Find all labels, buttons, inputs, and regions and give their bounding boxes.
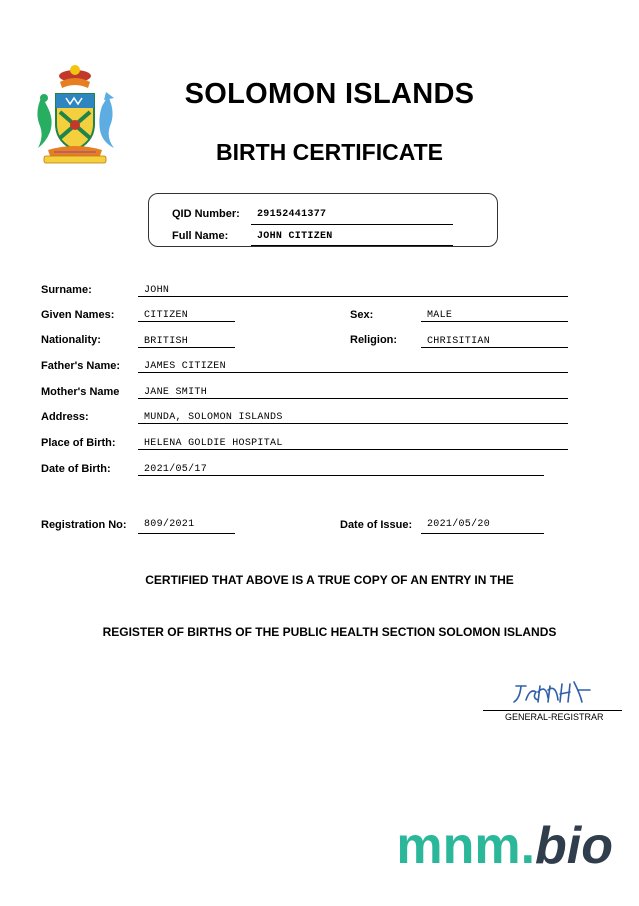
surname-underline xyxy=(138,295,568,297)
given-names-label: Given Names: xyxy=(41,309,115,321)
place-of-birth-label: Place of Birth: xyxy=(41,437,116,449)
document-subtitle: BIRTH CERTIFICATE xyxy=(215,139,443,165)
mother-name-underline xyxy=(138,397,568,399)
certification-line-2: REGISTER OF BIRTHS OF THE PUBLIC HEALTH SECTION SOLOMON ISLANDS xyxy=(102,625,557,639)
address-underline xyxy=(138,422,568,424)
fullname-label: Full Name: xyxy=(172,230,229,242)
address-value: MUNDA, SOLOMON ISLANDS xyxy=(144,412,283,423)
father-name-underline xyxy=(138,371,568,373)
registration-no-value: 809/2021 xyxy=(144,519,195,530)
qid-label: QID Number: xyxy=(172,208,240,220)
qid-underline xyxy=(251,223,453,225)
watermark-logo xyxy=(396,816,613,876)
father-name-label: Father's Name: xyxy=(41,360,121,372)
date-of-issue-underline xyxy=(421,532,544,534)
given-names-underline xyxy=(138,320,235,322)
mother-name-value: JANE SMITH xyxy=(144,387,208,398)
surname-value: JOHN xyxy=(144,285,170,296)
date-of-issue-value: 2021/05/20 xyxy=(427,519,491,530)
mother-name-label: Mother's Name xyxy=(41,386,120,398)
address-label: Address: xyxy=(41,411,89,423)
watermark-part-1: mnm. xyxy=(396,817,536,875)
given-names-value: CITIZEN xyxy=(144,310,189,321)
date-of-birth-underline xyxy=(138,474,544,476)
qid-value: 29152441377 xyxy=(257,209,327,220)
father-name-value: JAMES CITIZEN xyxy=(144,361,226,372)
certification-line-1: CERTIFIED THAT ABOVE IS A TRUE COPY OF AN ENTRY IN THE xyxy=(145,573,514,587)
fullname-underline xyxy=(251,244,453,246)
registration-no-label: Registration No: xyxy=(41,519,127,531)
signature-caption: GENERAL-REGISTRAR xyxy=(505,712,604,722)
registration-no-underline xyxy=(138,532,235,534)
signature-line xyxy=(483,709,622,711)
date-of-issue-label: Date of Issue: xyxy=(340,519,413,531)
religion-label: Religion: xyxy=(350,334,398,346)
religion-underline xyxy=(421,346,568,348)
fullname-value: JOHN CITIZEN xyxy=(257,231,333,242)
sex-value: MALE xyxy=(427,310,453,321)
registrar-signature xyxy=(508,678,598,708)
sex-underline xyxy=(421,320,568,322)
nationality-label: Nationality: xyxy=(41,334,101,346)
sex-label: Sex: xyxy=(350,309,374,321)
religion-value: CHRISITIAN xyxy=(427,336,491,347)
place-of-birth-value: HELENA GOLDIE HOSPITAL xyxy=(144,438,283,449)
nationality-value: BRITISH xyxy=(144,336,189,347)
document-title: SOLOMON ISLANDS xyxy=(184,78,475,110)
watermark-part-2: bio xyxy=(535,817,613,875)
place-of-birth-underline xyxy=(138,448,568,450)
surname-label: Surname: xyxy=(41,284,92,296)
nationality-underline xyxy=(138,346,235,348)
date-of-birth-label: Date of Birth: xyxy=(41,463,111,475)
date-of-birth-value: 2021/05/17 xyxy=(144,464,208,475)
